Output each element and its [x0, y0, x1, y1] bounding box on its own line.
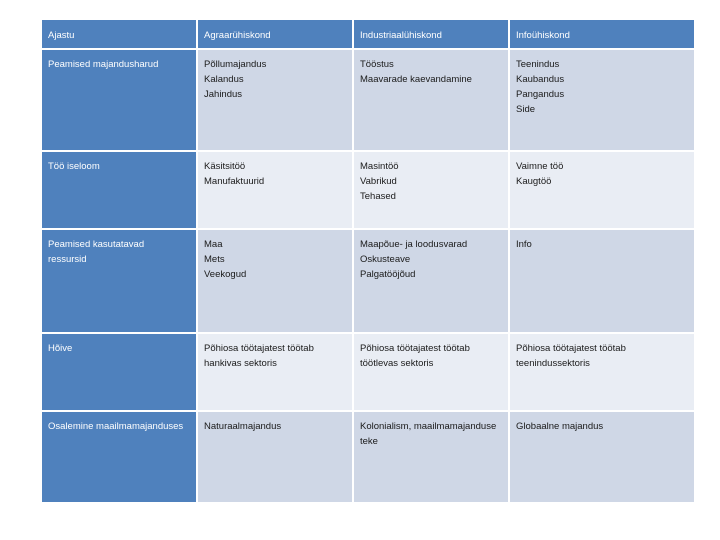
table-cell	[354, 334, 510, 412]
table-cell	[198, 230, 354, 334]
cell-text: Oskusteave	[360, 254, 411, 265]
table-cell	[198, 334, 354, 412]
table-cell	[198, 152, 354, 230]
row-label-text: Osalemine maailmamajanduses	[48, 421, 184, 432]
cell-text: Kalandus	[204, 74, 244, 85]
table-cell	[198, 50, 354, 152]
table-row-employment	[42, 334, 694, 412]
cell-text: Palgatööjõud	[360, 269, 416, 280]
header-cell-era: Ajastu	[42, 20, 198, 50]
cell-text: Pangandus	[516, 89, 565, 100]
cell-text: Vaimne töö	[516, 161, 564, 172]
cell-text: Põhiosa töötajatest töötab	[204, 343, 314, 354]
table-cell	[354, 412, 510, 504]
row-label-resources	[42, 230, 198, 334]
table-row-world-economy	[42, 412, 694, 504]
cell-text: Maa	[204, 239, 223, 250]
header-cell-agrarian: Agraarühiskond	[198, 20, 354, 50]
row-label-text: ressursid	[48, 254, 87, 265]
cell-text: Põhiosa töötajatest töötab	[516, 343, 626, 354]
comparison-table-container	[42, 20, 694, 504]
table-cell	[198, 412, 354, 504]
table-cell	[354, 152, 510, 230]
cell-text: Globaalne majandus	[516, 421, 604, 432]
cell-text: hankivas sektoris	[204, 358, 277, 369]
table-cell	[510, 152, 694, 230]
table-row-main-industries	[42, 50, 694, 152]
cell-text: Jahindus	[204, 89, 243, 100]
table-cell	[510, 50, 694, 152]
cell-text: Tööstus	[360, 59, 394, 70]
cell-text: Maavarade kaevandamine	[360, 74, 472, 85]
cell-text: töötlevas sektoris	[360, 358, 434, 369]
table-cell	[354, 50, 510, 152]
header-cell-information: Infoühiskond	[510, 20, 694, 50]
cell-text: Side	[516, 104, 536, 115]
table-cell	[510, 334, 694, 412]
cell-text: Mets	[204, 254, 225, 265]
cell-text: Põhiosa töötajatest töötab	[360, 343, 470, 354]
cell-text: Manufaktuurid	[204, 176, 265, 187]
header-cell-industrial: Industriaalühiskond	[354, 20, 510, 50]
cell-text: Maapõue- ja loodusvarad	[360, 239, 468, 250]
table-row-work-nature	[42, 152, 694, 230]
cell-text: Käsitsitöö	[204, 161, 246, 172]
row-label-main-industries	[42, 50, 198, 152]
row-label-employment	[42, 334, 198, 412]
row-label-text: Peamised majandusharud	[48, 59, 159, 70]
table-cell	[354, 230, 510, 334]
cell-text: Vabrikud	[360, 176, 397, 187]
cell-text: Teenindus	[516, 59, 560, 70]
cell-text: Kaubandus	[516, 74, 565, 85]
cell-text: Kolonialism, maailmamajanduse	[360, 421, 497, 432]
table-row-resources	[42, 230, 694, 334]
table-header-row	[42, 20, 694, 50]
cell-text: teenindussektoris	[516, 358, 590, 369]
table-cell	[510, 412, 694, 504]
comparison-table	[42, 20, 694, 504]
cell-text: Kaugtöö	[516, 176, 552, 187]
cell-text: Masintöö	[360, 161, 399, 172]
row-label-world-economy	[42, 412, 198, 504]
row-label-text: Peamised kasutatavad	[48, 239, 145, 250]
table-cell	[510, 230, 694, 334]
cell-text: Veekogud	[204, 269, 247, 280]
cell-text: Põllumajandus	[204, 59, 267, 70]
row-label-work-nature	[42, 152, 198, 230]
row-label-text: Hõive	[48, 343, 73, 354]
cell-text: Info	[516, 239, 532, 250]
row-label-text: Töö iseloom	[48, 161, 100, 172]
cell-text: Naturaalmajandus	[204, 421, 282, 432]
cell-text: Tehased	[360, 191, 396, 202]
cell-text: teke	[360, 436, 378, 447]
